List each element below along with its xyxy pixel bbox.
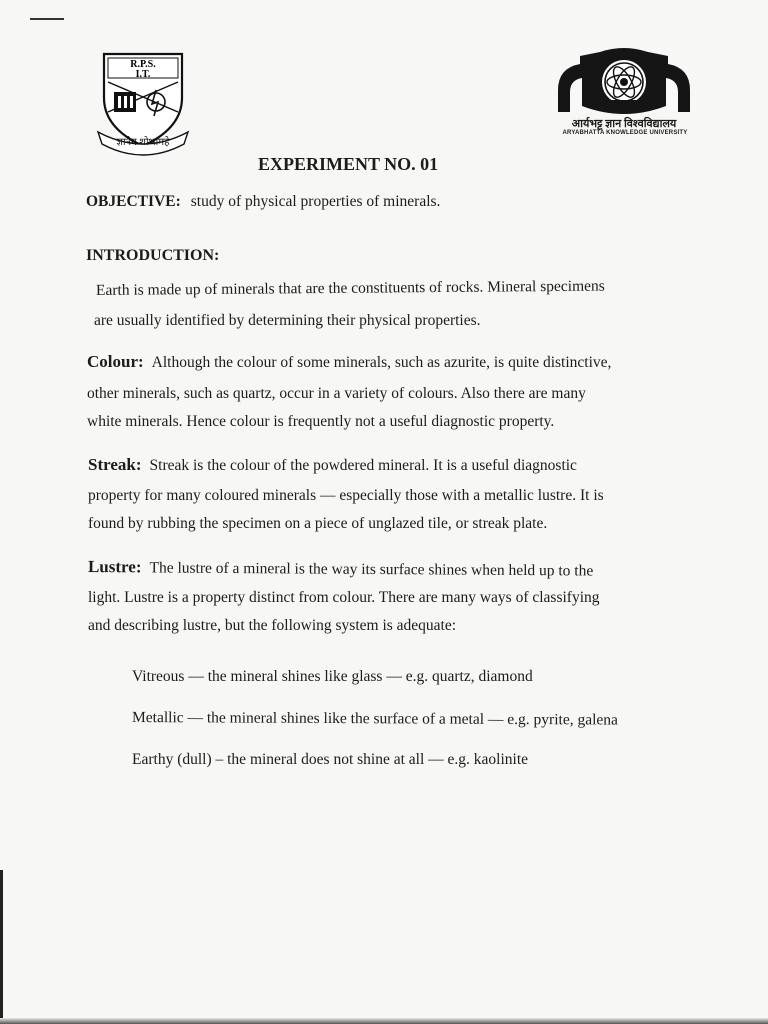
objective-text: study of physical properties of minerals. [190,193,441,210]
university-name-hindi: आर्यभट्ट ज्ञान विश्वविद्यालय [571,118,677,130]
streak-line-3: found by rubbing the specimen on a piece of unglazed tile, or streak plate. [88,515,548,532]
lustre-line-3: and describing lustre, but the following system is adequate: [88,617,457,634]
lustre-line-2: light. Lustre is a property distinct from colour. There are many ways of classifying [88,589,600,606]
objective-label: OBJECTIVE: [86,193,181,210]
lustre-label: Lustre: [87,557,142,577]
aku-university-logo [552,46,702,146]
colour-line-3: white minerals. Hence colour is frequently not a useful diagnostic property. [87,413,555,430]
svg-text:R.P.S.: R.P.S. [130,59,156,70]
streak-line-2: property for many coloured minerals — especially those with a metallic lustre. It is [88,487,604,504]
lustre-example-earthy: Earthy (dull) – the mineral does not shine at all — e.g. kaolinite [132,751,529,768]
crest-motto: ज्ञानेन शोभामहे [116,137,170,148]
colour-label: Colour: [87,352,144,371]
introduction-line-1: Earth is made up of minerals that are the constituents of rocks. Mineral specimens [95,277,605,299]
introduction-heading: INTRODUCTION: [86,247,220,264]
page-bottom-shadow [0,1018,768,1024]
lustre-example-metallic: Metallic — the mineral shines like the surface of a metal — e.g. pyrite, galena [131,709,618,729]
colour-text-1: Although the colour of some minerals, such as azurite, is quite distinctive, [151,354,612,371]
lustre-text-1: The lustre of a mineral is the way its surface shines when held up to the [149,559,594,580]
streak-text-1: Streak is the colour of the powdered mineral. It is a useful diagnostic [149,457,577,474]
introduction-line-2: are usually identified by determining their physical properties. [94,312,481,329]
lustre-line-1 [88,557,593,581]
streak-line-1 [88,455,577,475]
corner-mark [30,18,64,20]
colour-line-2: other minerals, such as quartz, occur in a variety of colours. Also there are many [87,385,586,402]
streak-label: Streak: [88,455,142,474]
lustre-example-vitreous: Vitreous — the mineral shines like glass — e.g. quartz, diamond [132,668,533,685]
university-name-english: ARYABHATTA KNOWLEDGE UNIVERSITY [562,130,688,136]
colour-line-1 [87,352,611,372]
university-emblem-icon [552,46,696,118]
page-edge-shadow [0,870,3,1024]
experiment-title: EXPERIMENT NO. 01 [258,154,439,174]
objective-line [86,193,440,211]
rpsit-crest-logo [94,48,192,158]
svg-text:I.T.: I.T. [135,69,151,80]
